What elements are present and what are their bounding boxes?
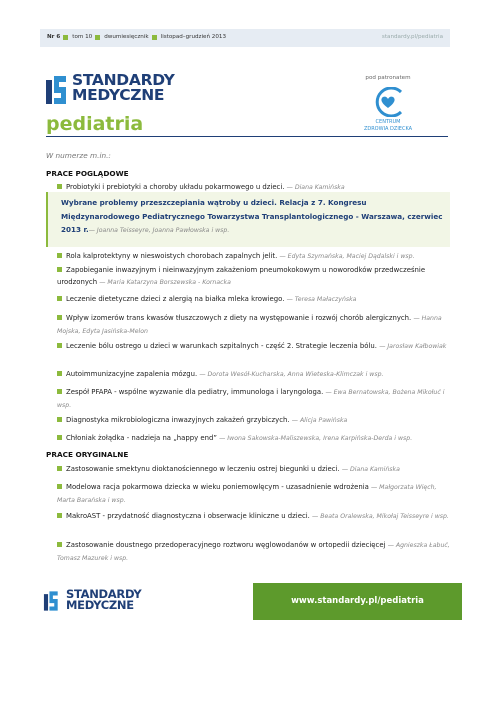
article-title: Zapobieganie inwazyjnym i nieinwazyjnym zakażeniom pneumokokowym u noworodków przedwcześnie urodzonych xyxy=(57,266,426,286)
list-item xyxy=(57,312,450,338)
footer-url[interactable]: www.standardy.pl/pediatria xyxy=(291,596,424,606)
patronage-org-line2: ZDROWIA DZIECKA xyxy=(363,125,413,132)
article-title: Diagnostyka mikrobiologiczna inwazyjnych zakażeń grzybiczych. xyxy=(66,416,290,424)
bullet-square-icon xyxy=(57,466,62,471)
article-title: Zespół PFAPA - wspólne wyzwanie dla pediatry, immunologa i laryngologa. xyxy=(66,388,324,396)
bullet-square-icon xyxy=(57,542,62,547)
bullet-square-icon xyxy=(57,371,62,376)
bullet-square-icon xyxy=(95,35,100,40)
logo-line-1: STANDARDY xyxy=(72,71,175,89)
list-item xyxy=(57,510,450,523)
article-authors: — Iwona Sakowska-Maliszewska, Irena Karpińska-Derda i wsp. xyxy=(219,435,413,442)
footer-logo-line-2: MEDYCZNE xyxy=(66,598,134,612)
section-title-review: PRACE POGLĄDOWE xyxy=(46,169,129,178)
list-item xyxy=(57,432,450,445)
article-authors: — Edyta Szymańska, Maciej Dądalski i wsp. xyxy=(279,253,415,260)
article-title: Chłoniak żołądka - nadzieja na „happy end” xyxy=(66,434,217,442)
bullet-square-icon xyxy=(57,389,62,394)
list-item xyxy=(57,250,450,263)
article-title: Zastosowanie smektynu dioktanościennego w leczeniu ostrej biegunki u dzieci. xyxy=(66,465,340,473)
article-authors: — Małgorzata Więch, Marta Barańska i wsp. xyxy=(57,484,437,504)
bullet-square-icon xyxy=(57,315,62,320)
issue-info-bar xyxy=(40,29,450,47)
list-item xyxy=(57,463,450,476)
article-title: MakroAST - przydatność diagnostyczna i obserwacje kliniczne u dzieci. xyxy=(66,512,310,520)
bullet-square-icon xyxy=(57,296,62,301)
article-title: Autoimmunizacyjne zapalenia mózgu. xyxy=(66,370,198,378)
logo-line-2: MEDYCZNE xyxy=(72,86,165,104)
article-authors: — Maria Katarzyna Borszewska - Kornacka xyxy=(99,279,231,286)
logo-mark-icon xyxy=(46,74,68,106)
bullet-square-icon xyxy=(57,417,62,422)
article-title: Rola kalprotektyny w nieswoistych chorobach zapalnych jelit. xyxy=(66,252,278,260)
article-title: Zastosowanie doustnego przedoperacyjnego roztworu węglowodanów w ortopedii dziecięcej xyxy=(66,541,386,549)
bullet-square-icon xyxy=(57,484,62,489)
article-authors: — Diana Kamińska xyxy=(341,466,400,473)
volume: tom 10 xyxy=(72,34,93,40)
bullet-square-icon xyxy=(57,253,62,258)
journal-title: pediatria xyxy=(46,113,144,135)
article-authors: — Jarosław Kałbowiak xyxy=(379,343,447,350)
list-item xyxy=(57,340,450,353)
list-item xyxy=(57,481,450,507)
article-authors: — Agnieszka Łabuć, Tomasz Mazurek i wsp. xyxy=(57,542,450,562)
featured-article-title: Wybrane problemy przeszczepiania wątroby u dzieci. Relacja z 7. Kongresu Międzynarodowego Pediatrycznego Towarzystwa Transplantologicznego - Warszawa, czerwiec 2013 r. xyxy=(61,198,443,234)
footer-logo-line-1: STANDARDY xyxy=(66,587,142,601)
bullet-square-icon xyxy=(57,435,62,440)
list-item xyxy=(57,414,450,427)
intro-text: W numerze m.in.: xyxy=(46,151,111,160)
header-divider xyxy=(46,136,448,137)
featured-article-authors: — Joanna Teisseyre, Joanna Pawłowska i wsp. xyxy=(88,227,230,234)
list-item xyxy=(57,264,450,289)
article-authors: — Ewa Bernatowska, Bożena Mikołuć i wsp. xyxy=(57,389,445,409)
article-title: Probiotyki i prebiotyki a choroby układu pokarmowego u dzieci. xyxy=(66,183,285,191)
article-title: Wpływ izomerów trans kwasów tłuszczowych z diety na występowanie i rozwój chorób alergicznych. xyxy=(66,314,412,322)
czd-heart-logo-icon xyxy=(371,87,405,117)
bullet-square-icon xyxy=(57,513,62,518)
patronage-org-line1: CENTRUM xyxy=(375,119,401,125)
section-title-original: PRACE ORYGINALNE xyxy=(46,450,129,459)
article-authors: — Beata Oralewska, Mikołaj Teisseyre i wsp. xyxy=(312,513,449,520)
article-title: Modelowa racja pokarmowa dziecka w wieku poniemowlęcym - uzasadnienie wdrożenia xyxy=(66,483,369,491)
bullet-square-icon xyxy=(57,267,62,272)
list-item xyxy=(57,539,450,565)
bullet-square-icon xyxy=(152,35,157,40)
patronage xyxy=(353,75,423,132)
article-authors: — Alicja Pawińska xyxy=(291,417,348,424)
article-title: Leczenie bólu ostrego u dzieci w warunkach szpitalnych - część 2. Strategie leczenia bólu. xyxy=(66,342,377,350)
patronage-label: pod patronatem xyxy=(365,75,411,81)
article-authors: — Hanna Mojska, Edyta Jasińska-Melon xyxy=(57,315,442,335)
bullet-square-icon xyxy=(57,343,62,348)
list-item xyxy=(57,368,450,381)
article-authors: — Dorota Wesół-Kucharska, Anna Wieteska-Klimczak i wsp. xyxy=(199,371,384,378)
issue-number: Nr 6 xyxy=(47,34,61,40)
footer-url-band[interactable] xyxy=(253,583,462,620)
issue-date: listopad–grudzień 2013 xyxy=(160,34,227,40)
article-authors: — Diana Kamińska xyxy=(286,184,345,191)
list-item xyxy=(57,293,450,306)
frequency: dwumiesięcznik xyxy=(104,34,149,40)
logo-mark-icon xyxy=(42,590,61,612)
bullet-square-icon xyxy=(63,35,68,40)
list-item xyxy=(57,386,450,412)
topbar-url[interactable]: standardy.pl/pediatria xyxy=(381,34,443,40)
article-title: Leczenie dietetyczne dzieci z alergią na białka mleka krowiego. xyxy=(66,295,285,303)
article-authors: — Teresa Małaczyńska xyxy=(286,296,357,303)
bullet-square-icon xyxy=(57,184,62,189)
featured-article xyxy=(46,192,450,247)
